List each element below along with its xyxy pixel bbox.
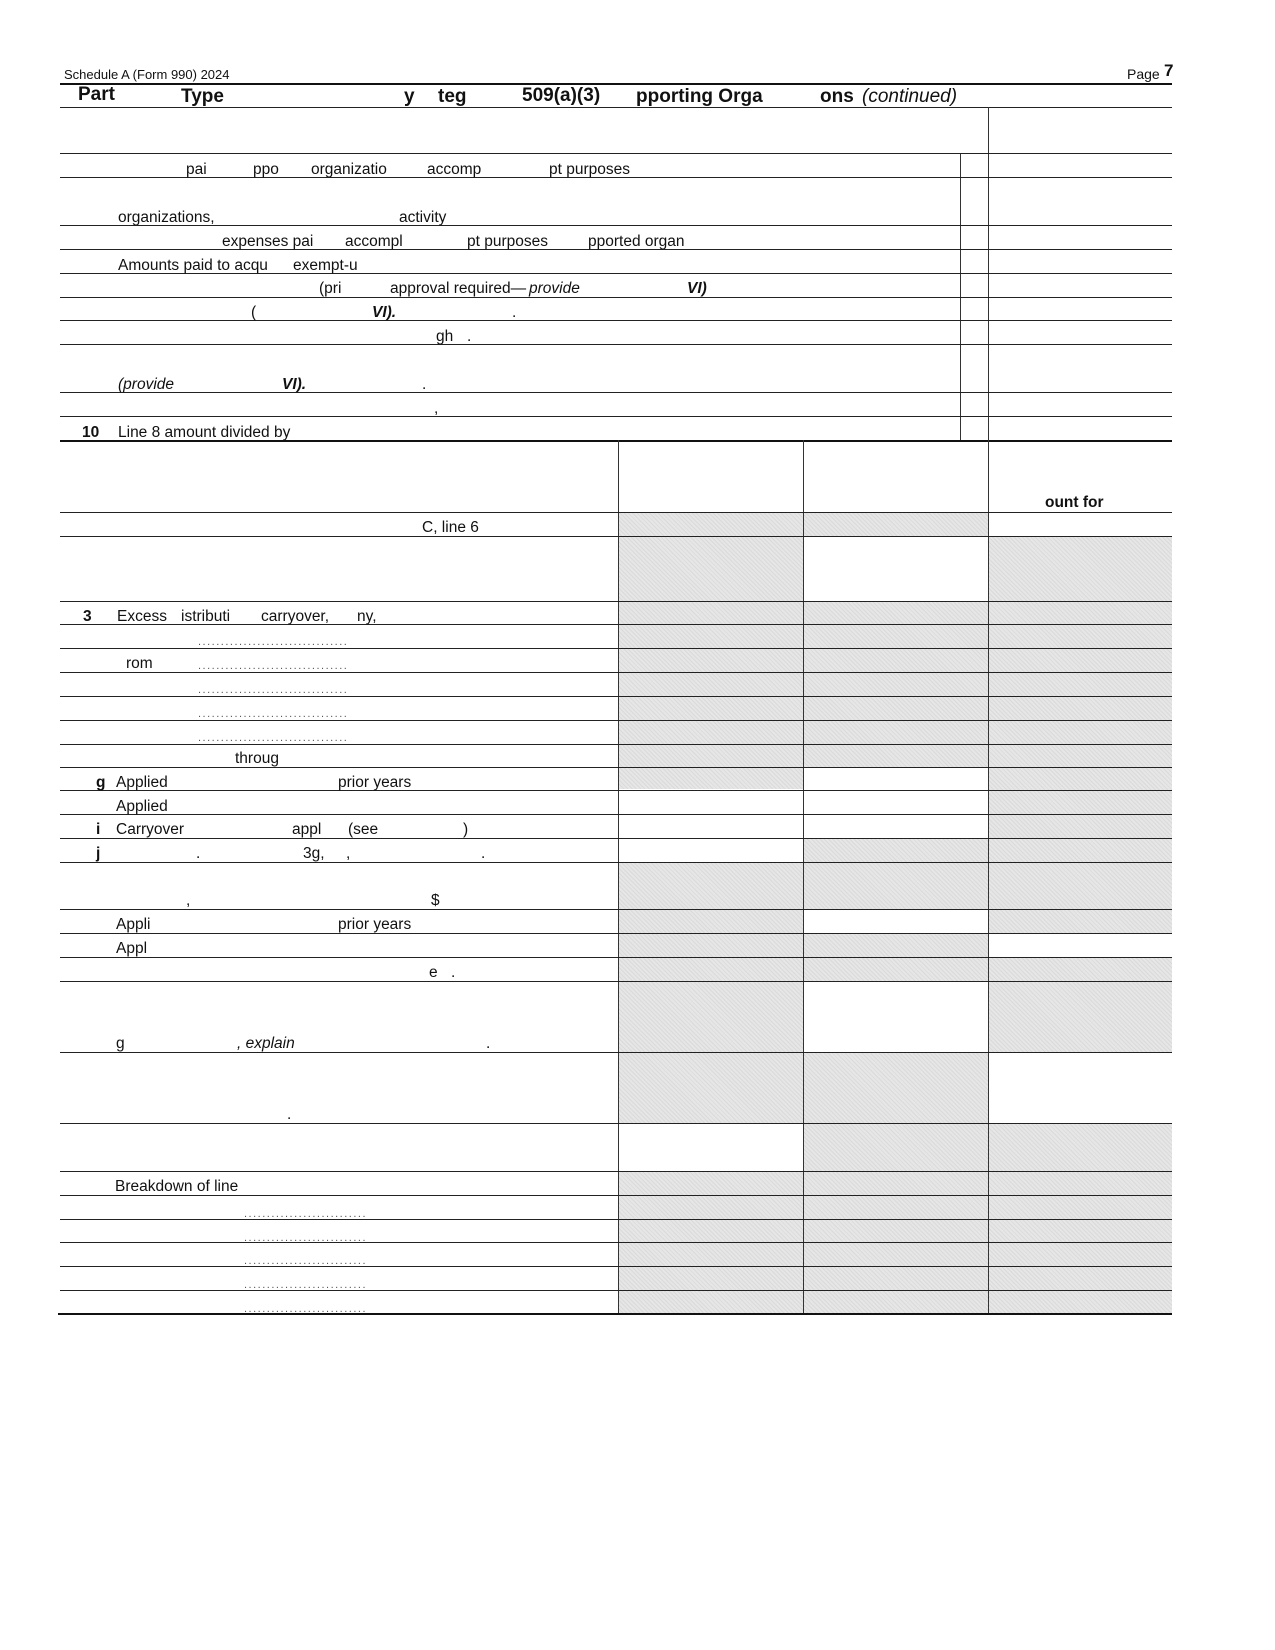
line-text: g xyxy=(116,1035,125,1052)
line-text: Amounts paid to acqu xyxy=(118,257,268,274)
line-text: appl xyxy=(292,821,322,838)
row-rule xyxy=(60,767,1172,768)
header-rule xyxy=(60,83,1172,85)
shaded-cell xyxy=(804,862,988,910)
line-text: accompl xyxy=(345,233,403,250)
line-text: pt purposes xyxy=(467,233,548,250)
row-rule xyxy=(60,1123,1172,1124)
shaded-cell xyxy=(619,1052,803,1123)
row-rule xyxy=(60,601,1172,602)
line-text: prior years xyxy=(338,916,412,933)
line-text: ny, xyxy=(357,608,377,625)
form-name: Schedule A (Form 990) 2024 xyxy=(64,67,230,82)
shaded-cell xyxy=(619,862,803,933)
leader-dots: ................................. xyxy=(198,636,349,648)
line-text: Applied xyxy=(116,798,168,815)
shaded-cell xyxy=(804,1052,988,1123)
column-header: ount for xyxy=(1045,494,1104,511)
line-text: . xyxy=(512,304,517,321)
row-rule xyxy=(60,392,1172,393)
page-number: 7 xyxy=(1164,61,1174,80)
page-label: Page xyxy=(1127,66,1160,82)
line-text: $ xyxy=(431,892,440,909)
line-text: Appli xyxy=(116,916,151,933)
line-text: organizations, xyxy=(118,209,215,226)
shaded-cell xyxy=(804,513,988,537)
shaded-cell xyxy=(989,1123,1172,1171)
row-rule xyxy=(60,297,1172,298)
line-text: . xyxy=(481,845,486,862)
line-text: rom xyxy=(126,655,153,672)
shaded-cell xyxy=(989,981,1172,1052)
leader-dots: ................................. xyxy=(198,708,349,720)
shaded-cell xyxy=(619,513,803,602)
leader-dots: ........................... xyxy=(244,1255,368,1267)
row-rule xyxy=(60,672,1172,673)
line-text: Excess xyxy=(117,608,167,625)
line-text: carryover, xyxy=(261,608,330,625)
row-rule xyxy=(60,1266,1172,1267)
row-rule xyxy=(60,1290,1172,1291)
row-rule xyxy=(60,933,1172,934)
line-text: , xyxy=(186,892,191,909)
leader-dots: ................................. xyxy=(198,732,349,744)
row-rule xyxy=(60,225,1172,226)
line-text: istributi xyxy=(181,608,231,625)
row-rule xyxy=(60,744,1172,745)
shaded-cell xyxy=(989,602,1172,862)
row-rule xyxy=(60,1052,1172,1053)
shaded-cell xyxy=(804,933,988,957)
shaded-cell xyxy=(804,602,988,767)
line-text: approval required— xyxy=(390,280,527,297)
shaded-cell xyxy=(804,957,988,981)
line-text: ( xyxy=(251,304,257,321)
row-rule xyxy=(60,344,1172,345)
row-rule xyxy=(60,720,1172,721)
row-rule xyxy=(60,648,1172,649)
row-rule xyxy=(60,1219,1172,1220)
part-label: Part xyxy=(78,84,115,105)
form-bottom-rule xyxy=(58,1313,1172,1315)
part-title-continued: (continued) xyxy=(862,86,958,107)
row-rule xyxy=(60,790,1172,791)
row-rule xyxy=(60,814,1172,815)
line-text: e xyxy=(429,964,438,981)
line-text: pai xyxy=(186,161,207,178)
line-text: expenses pai xyxy=(222,233,314,250)
row-rule xyxy=(60,1242,1172,1243)
line-text: VI) xyxy=(687,280,707,297)
shaded-cell xyxy=(804,838,988,862)
shaded-cell xyxy=(619,933,803,957)
line-letter: j xyxy=(96,845,101,862)
line-text: throug xyxy=(235,750,279,767)
line-text: exempt-u xyxy=(293,257,358,274)
row-rule xyxy=(60,862,1172,863)
row-rule xyxy=(60,153,1172,154)
leader-dots: ................................. xyxy=(198,684,349,696)
line-text: . xyxy=(467,328,472,345)
row-rule xyxy=(60,320,1172,321)
part-title-word: teg xyxy=(438,86,467,107)
line-text: . xyxy=(196,845,201,862)
row-rule xyxy=(60,838,1172,839)
row-rule xyxy=(60,696,1172,697)
shaded-cell xyxy=(989,862,1172,910)
line-text: , explain xyxy=(237,1035,295,1052)
line-text: Carryover xyxy=(116,821,185,838)
line-text: (provide xyxy=(118,376,174,393)
row-rule xyxy=(60,1171,1172,1172)
part-title-word: y xyxy=(404,86,415,107)
line-text: . xyxy=(486,1035,491,1052)
line-text: ) xyxy=(463,821,469,838)
line-number: 3 xyxy=(83,608,92,625)
leader-dots: ................................. xyxy=(198,660,349,672)
line-text: . xyxy=(451,964,456,981)
line-text: 3g, xyxy=(303,845,325,862)
shaded-cell xyxy=(989,537,1172,602)
part-title-word: pporting Orga xyxy=(636,86,763,107)
line-text: gh xyxy=(436,328,454,345)
part-title-word: 509(a)(3) xyxy=(522,85,601,106)
line-letter: i xyxy=(96,821,101,838)
row-rule xyxy=(60,957,1172,958)
line-text: activity xyxy=(399,209,447,226)
leader-dots: ........................... xyxy=(244,1208,368,1220)
line-text: pt purposes xyxy=(549,161,630,178)
row-rule xyxy=(60,512,1172,513)
line-number: 10 xyxy=(82,424,100,441)
line-text: VI). xyxy=(372,304,397,321)
line-text: Line 8 amount divided by xyxy=(118,424,291,441)
line-text: , xyxy=(434,400,439,417)
row-rule xyxy=(60,981,1172,982)
line-text: prior years xyxy=(338,774,412,791)
leader-dots: ........................... xyxy=(244,1232,368,1244)
row-rule xyxy=(60,536,1172,537)
line-text: pported organ xyxy=(588,233,685,250)
line-text: VI). xyxy=(282,376,307,393)
row-rule xyxy=(60,909,1172,910)
leader-dots: ........................... xyxy=(244,1303,368,1315)
line-text: (see xyxy=(348,821,379,838)
shaded-cell xyxy=(804,1123,988,1171)
line-letter: g xyxy=(96,774,106,791)
shaded-cell xyxy=(989,910,1172,933)
shaded-cell xyxy=(619,957,803,981)
line-text: Breakdown of line xyxy=(115,1178,239,1195)
line-text: C, line 6 xyxy=(422,519,479,536)
part-title-word: ons xyxy=(820,86,854,107)
line-text: , xyxy=(346,845,351,862)
line-text: accomp xyxy=(427,161,482,178)
line-text: provide xyxy=(529,280,580,297)
line-text: . xyxy=(287,1106,292,1123)
part-title-rule xyxy=(60,107,1172,108)
row-rule xyxy=(60,416,1172,417)
shaded-cell xyxy=(989,957,1172,981)
leader-dots: ........................... xyxy=(244,1279,368,1291)
line-text: Appl xyxy=(116,940,148,957)
shaded-cell xyxy=(619,981,803,1052)
line-text: ppo xyxy=(253,161,279,178)
line-text: . xyxy=(422,376,427,393)
line-text: organizatio xyxy=(311,161,387,178)
line-text: Applied xyxy=(116,774,168,791)
part-title-word: Type xyxy=(181,86,224,107)
line-text: (pri xyxy=(319,280,342,297)
